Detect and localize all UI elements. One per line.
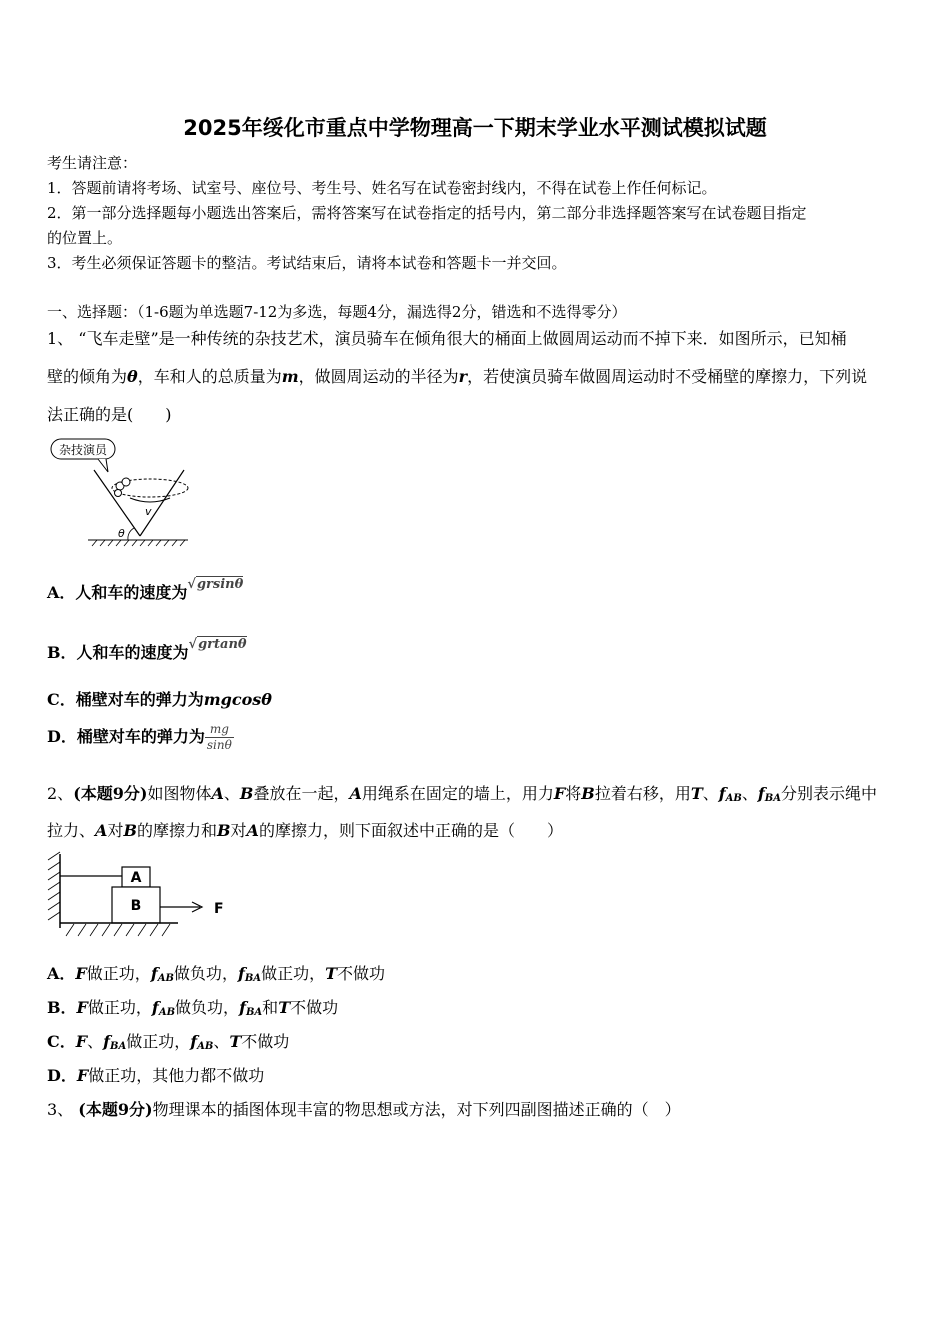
q1-option-c bbox=[47, 687, 272, 710]
q2-sym-f: F bbox=[76, 998, 88, 1017]
notice-item-1: 1．答题前请将考场、试室号、座位号、考生号、姓名写在试卷密封线内，不得在试卷上作任何标记。 bbox=[47, 179, 717, 197]
q2-sym-fba bbox=[758, 784, 781, 803]
q2-sym-t: T bbox=[690, 784, 703, 803]
q1-option-c-expr: mgcosθ bbox=[203, 690, 272, 709]
q1-option-a-text: A．人和车的速度为 bbox=[47, 583, 188, 602]
sqrt-expression: √grtanθ bbox=[188, 637, 247, 652]
q2-option-text: ， bbox=[135, 998, 152, 1017]
q2-f: f bbox=[237, 964, 245, 983]
q2-sub-ab: AB bbox=[158, 1007, 176, 1018]
q1-option-b-text: B．人和车的速度为 bbox=[47, 643, 189, 662]
q2-text: 对 bbox=[107, 821, 124, 840]
q2-text: 将 bbox=[565, 784, 582, 803]
q3-number: 3、 bbox=[47, 1100, 79, 1119]
q1-line-1: 1、 “飞车走壁”是一种传统的杂技艺术，演员骑车在倾角很大的桶面上做圆周运动而不掉下来．如图所示，已知桶 bbox=[47, 329, 847, 348]
q2-option-text: 做正功 bbox=[87, 998, 136, 1017]
q1-text: 壁的倾角为 bbox=[47, 367, 128, 386]
q2-option-text: ， bbox=[309, 964, 326, 983]
q1-text: ，若使演员骑车做圆周运动时不受桶壁的摩擦力，下列说 bbox=[467, 367, 868, 386]
q1-option-d-num: mg bbox=[205, 722, 234, 738]
q1-option-b bbox=[47, 637, 247, 663]
q2-sym-b: B bbox=[123, 821, 137, 840]
q2-option-a bbox=[47, 961, 385, 984]
q2-sym-b: B bbox=[581, 784, 595, 803]
q2-text: 对 bbox=[230, 821, 247, 840]
q2-option-label: B． bbox=[47, 998, 77, 1017]
q2-sym-a: A bbox=[95, 821, 108, 840]
q2-text: 如图物体 bbox=[147, 784, 212, 803]
q2-figure-a: A bbox=[130, 870, 142, 886]
q2-f: f bbox=[239, 998, 246, 1017]
q2-option-text: 不做功 bbox=[241, 1032, 290, 1051]
q2-text: 的摩擦力和 bbox=[136, 821, 217, 840]
sqrt-expression: √grsinθ bbox=[187, 577, 244, 592]
q2-sym-t: T bbox=[325, 964, 337, 983]
page-title: 2025年绥化市重点中学物理高一下期末学业水平测试模拟试题 bbox=[183, 116, 767, 140]
q2-sym-fba bbox=[238, 964, 261, 983]
q1-option-d-den: sinθ bbox=[206, 738, 232, 752]
fraction bbox=[205, 722, 234, 753]
q2-option-text: 和 bbox=[262, 998, 279, 1017]
notice-heading: 考生请注意： bbox=[47, 154, 138, 172]
q2-sym-f: F bbox=[76, 1066, 89, 1085]
q2-option-d bbox=[47, 1063, 264, 1086]
q2-sub-ba: BA bbox=[245, 1007, 263, 1018]
q2-line-1 bbox=[47, 781, 877, 804]
q2-option-text: ， bbox=[174, 1032, 191, 1051]
q2-sym-fba bbox=[103, 1032, 126, 1051]
q2-option-text: 不做功 bbox=[290, 998, 339, 1017]
q1-option-a-expr: grsinθ bbox=[196, 577, 244, 592]
q2-sep: 、 bbox=[87, 1032, 104, 1051]
q2-sym-b: B bbox=[217, 821, 231, 840]
q2-sym-f: F bbox=[75, 1032, 88, 1051]
q1-text: ，车和人的总质量为 bbox=[137, 367, 282, 386]
q1-line-3: 法正确的是( ) bbox=[47, 405, 172, 424]
notice-item-3: 3．考生必须保证答题卡的整洁。考试结束后，请将本试卷和答题卡一并交回。 bbox=[47, 254, 567, 272]
q2-option-text: 做负功 bbox=[175, 998, 224, 1017]
q2-option-text: ， bbox=[221, 964, 238, 983]
q2-sub-ab: AB bbox=[725, 793, 742, 804]
q1-line-2 bbox=[47, 364, 867, 387]
q2-option-label: A． bbox=[47, 964, 76, 983]
q2-sym-a: A bbox=[211, 784, 224, 803]
q2-points: (本题9分) bbox=[73, 784, 148, 803]
q2-sub-ba: BA bbox=[244, 973, 262, 984]
q2-option-text: ， bbox=[223, 998, 240, 1017]
section-heading: 一、选择题：（1-6题为单选题7-12为多选，每题4分，漏选得2分，错选和不选得零分） bbox=[47, 303, 627, 321]
q2-sep: 、 bbox=[213, 1032, 230, 1051]
q2-option-text: 做正功 bbox=[126, 1032, 175, 1051]
q1-m: m bbox=[281, 367, 299, 386]
q2-option-text: ， bbox=[134, 964, 151, 983]
q2-text: 拉力、 bbox=[47, 821, 96, 840]
q2-option-label: C． bbox=[47, 1032, 76, 1051]
q2-f: f bbox=[150, 964, 158, 983]
q2-f: f bbox=[757, 784, 765, 803]
q2-number: 2、 bbox=[47, 784, 74, 803]
q1-option-b-expr: grtanθ bbox=[198, 637, 247, 652]
q2-option-c bbox=[47, 1029, 289, 1052]
q3-line-1 bbox=[47, 1097, 681, 1120]
notice-item-2-cont: 的位置上。 bbox=[47, 229, 123, 247]
q2-text: 的摩擦力，则下面叙述中正确的是（ ） bbox=[258, 821, 563, 840]
q2-sym-t: T bbox=[278, 998, 291, 1017]
q2-text: 拉着右移，用 bbox=[594, 784, 691, 803]
q2-line-2 bbox=[47, 818, 563, 841]
q2-sub-ab: AB bbox=[197, 1041, 214, 1052]
q2-option-text: 做正功 bbox=[261, 964, 310, 983]
q2-sym-t: T bbox=[229, 1032, 242, 1051]
q2-sym-f: F bbox=[75, 964, 87, 983]
q2-sym-f: F bbox=[553, 784, 566, 803]
q2-text: 用绳系在固定的墙上，用力 bbox=[361, 784, 554, 803]
q2-sep: 、 bbox=[702, 784, 719, 803]
q2-option-text: 做正功 bbox=[88, 1066, 137, 1085]
q2-sym-fab bbox=[719, 784, 742, 803]
q2-option-text: 做正功 bbox=[86, 964, 135, 983]
q2-sep: 、 bbox=[223, 784, 240, 803]
q1-option-d-text: D．桶壁对车的弹力为 bbox=[47, 727, 205, 746]
q2-sub-ba: BA bbox=[110, 1041, 127, 1052]
q2-option-label: D． bbox=[47, 1066, 77, 1085]
q2-sub-ba: BA bbox=[764, 793, 781, 804]
q2-text: 分别表示绳中 bbox=[780, 784, 877, 803]
q2-figure-f: F bbox=[214, 901, 224, 917]
q2-figure-b: B bbox=[130, 898, 142, 914]
q2-sym-fab bbox=[152, 998, 175, 1017]
q1-figure-theta: θ bbox=[118, 527, 125, 540]
q1-figure bbox=[48, 436, 198, 548]
q1-r: r bbox=[458, 367, 468, 386]
q2-option-b bbox=[47, 995, 338, 1018]
q2-text: 叠放在一起， bbox=[253, 784, 350, 803]
q3-points: (本题9分) bbox=[78, 1100, 153, 1119]
notice-item-2: 2．第一部分选择题每小题选出答案后，需将答案写在试卷指定的括号内，第二部分非选择题答案写在试卷题目指定 bbox=[47, 204, 807, 222]
q2-sym-b: B bbox=[239, 784, 254, 803]
q2-sub-ab: AB bbox=[157, 973, 174, 984]
q1-figure-label: 杂技演员 bbox=[58, 443, 108, 457]
q2-sym-a: A bbox=[349, 784, 362, 803]
q2-f: f bbox=[718, 784, 726, 803]
q2-f: f bbox=[103, 1032, 111, 1051]
q2-sep: 、 bbox=[741, 784, 758, 803]
q3-text: 物理课本的插图体现丰富的物思想或方法，对下列四副图描述正确的（ ） bbox=[152, 1100, 681, 1119]
q1-option-d bbox=[47, 722, 234, 753]
q1-theta: θ bbox=[127, 367, 138, 386]
q2-option-text: ，其他力都不做功 bbox=[136, 1066, 265, 1085]
q2-sym-fab bbox=[151, 964, 174, 983]
q2-figure bbox=[44, 850, 234, 940]
q1-option-c-text: C．桶壁对车的弹力为 bbox=[47, 690, 204, 709]
q2-option-text: 不做功 bbox=[337, 964, 386, 983]
q2-sym-fba bbox=[239, 998, 262, 1017]
q1-option-a bbox=[47, 577, 244, 603]
q1-text: ，做圆周运动的半径为 bbox=[298, 367, 459, 386]
q2-f: f bbox=[151, 998, 159, 1017]
q2-sym-fab bbox=[190, 1032, 213, 1051]
q1-figure-v: v bbox=[145, 505, 152, 518]
q2-sym-a: A bbox=[246, 821, 259, 840]
q2-f: f bbox=[190, 1032, 198, 1051]
q2-option-text: 做负功 bbox=[173, 964, 222, 983]
